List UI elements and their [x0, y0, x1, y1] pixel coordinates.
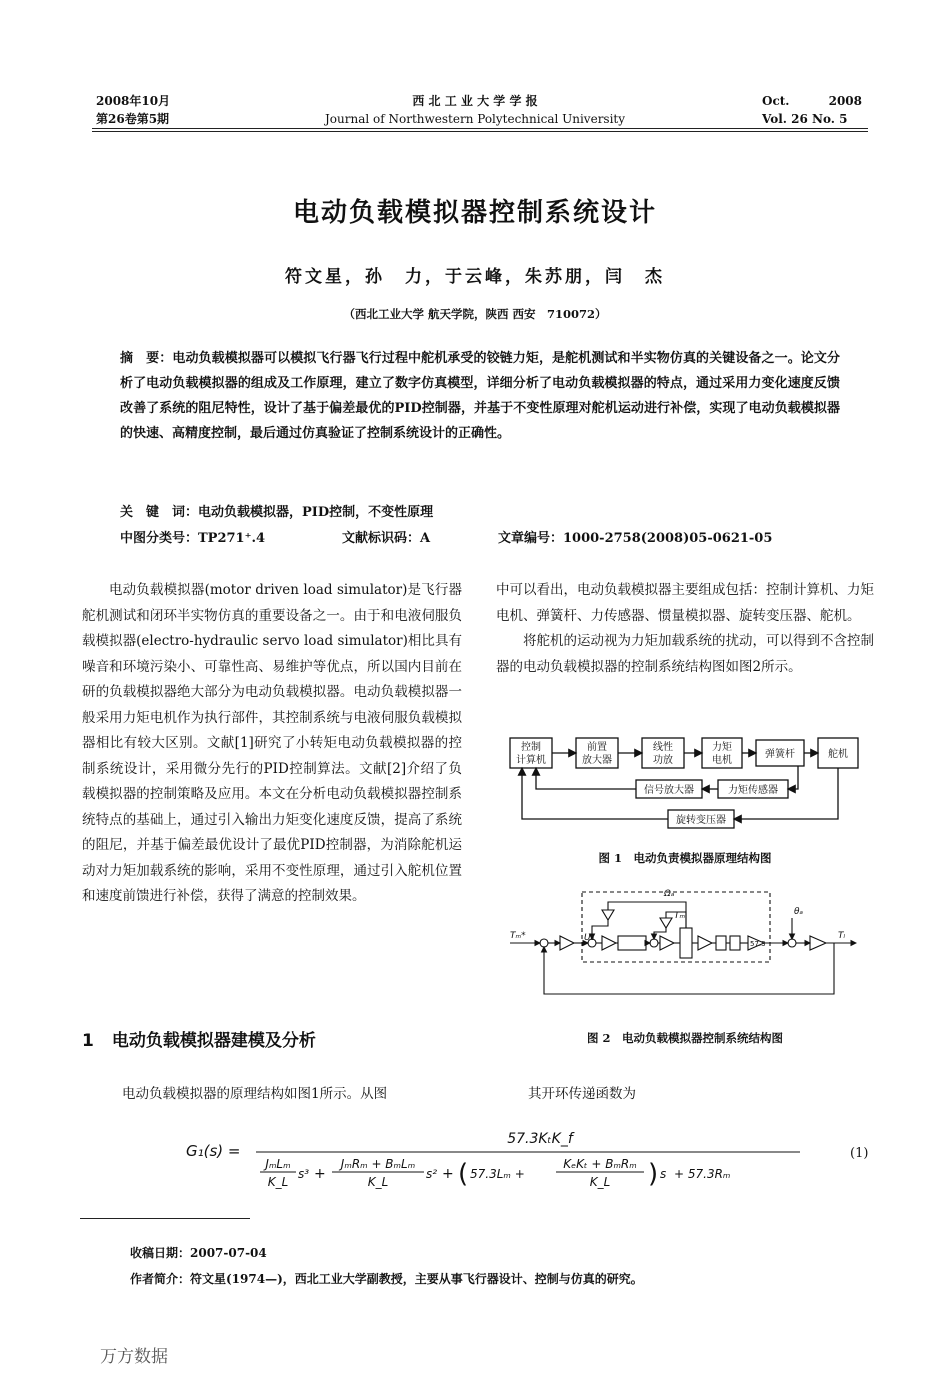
month-en: Oct.: [762, 94, 790, 108]
footnote-rule: [80, 1218, 250, 1219]
keywords: 关 键 词：电动负载模拟器，PID控制，不变性原理: [120, 505, 434, 520]
journal-name-cn: 西 北 工 业 大 学 学 报: [412, 94, 538, 108]
label-ue: Uₑ: [584, 933, 595, 943]
label-spring: 弹簧杆: [765, 749, 795, 760]
block-electrical: [618, 936, 646, 950]
label-theta: θₐ: [794, 907, 804, 917]
label-input: Tₘ*: [510, 931, 526, 941]
eq-plus-1: +: [314, 1166, 326, 1182]
label-preamp-1: 前置: [587, 742, 607, 753]
gain-feedback-2: [660, 918, 672, 928]
eq-t3-num: KₑKₜ + BₘRₘ: [563, 1157, 637, 1171]
right-paragraph-1: 中可以看出，电动负载模拟器主要组成包括：控制计算机、力矩电机、弹簧杆、力传感器、惯量模拟器、旋转变压器、舵机。: [496, 582, 874, 624]
eq-t1-den: K_L: [267, 1175, 289, 1189]
label-signal-amp: 信号放大器: [644, 785, 694, 796]
eq-t2-den: K_L: [367, 1175, 389, 1189]
intro-paragraph: 电动负载模拟器(motor driven load simulator)是飞行器舵机测试和闭环半实物仿真的重要设备之一。由于和电液伺服负载模拟器(electro-hydraulic servo load simulator)相比具有噪音和环境污染小、可靠性高、易维护等优点，所以国内目前在研的负载模拟器绝大部分为电动负载模拟器。电动负载模拟器一般采用力矩电机作为执行部件，其控制系统与电液伺服负载模拟器相比有较大区别。文献[1]研究了小转矩电动负载模拟器的控制系统设计，采用微分先行的PID控制算法。文献[2]介绍了负载模拟器的控制策略及应用。本文在分析电动负载模拟器控制系统特点的基础上，通过引入输出力矩变化速度反馈，提高了系统的阻尼，并基于偏差最优设计了最优PID控制器，为消除舵机运动对力矩加载系统的影响，采用不变性原理，通过引入舵机位置和速度前馈进行补偿，获得了满意的控制效果。: [82, 582, 462, 904]
sum-node-1: [540, 939, 548, 947]
eq-t4: + 57.3Rₘ: [674, 1167, 731, 1181]
label-computer-2: 计算机: [516, 755, 546, 766]
gain-ku: [602, 936, 616, 950]
author-list: 符文星，孙 力，于云峰，朱苏朋，闫 杰: [285, 267, 665, 287]
gain-1: [698, 936, 712, 950]
figure-2-diagram: [508, 882, 868, 1000]
eq-t3-a: 57.3Lₘ +: [470, 1167, 525, 1181]
journal-name-en: Journal of Northwestern Polytechnical University: [324, 112, 626, 126]
equation-number: (1): [850, 1146, 869, 1161]
volume-en: Vol. 26 No. 5: [762, 112, 848, 126]
figure-2-caption: 图 2 电动负载模拟器控制系统结构图: [586, 1031, 783, 1045]
eq-t2-num: JₘRₘ + BₘLₘ: [340, 1157, 416, 1171]
sum-node-2: [788, 939, 796, 947]
gain-kl: [810, 936, 826, 950]
header-rule-top: [92, 128, 868, 129]
figure-1-diagram: [500, 734, 870, 834]
document-code: 文献标识码：A: [342, 531, 431, 546]
label-output: Tₗ: [838, 931, 845, 941]
eq-lhs: G₁(s) =: [186, 1142, 241, 1160]
figure-1-caption: 图 1 电动负责模拟器原理结构图: [598, 851, 772, 865]
eq-plus-2: +: [442, 1166, 454, 1182]
label-motor-2: 电机: [712, 755, 732, 766]
equation-1: [180, 1126, 820, 1196]
section-1-heading: [82, 1026, 334, 1051]
issue-date: 2008年10月: [96, 94, 171, 108]
label-tm: Tₘ: [674, 911, 686, 921]
eq-numerator: 57.3KₜK_f: [507, 1131, 573, 1147]
label-motor-1: 力矩: [712, 742, 732, 753]
label-servo: 舵机: [828, 749, 848, 760]
header-rule-bottom: [92, 131, 868, 132]
eq-t3-s: s: [660, 1167, 667, 1181]
eq-t1-num: JₘLₘ: [265, 1157, 291, 1171]
body-left-column: [82, 578, 462, 910]
label-omega: Ωₐ: [664, 889, 675, 899]
year: 2008: [828, 94, 862, 108]
label-linear-1: 线性: [653, 742, 673, 753]
gain-kt: [660, 936, 674, 950]
eq-t2-pow: s²: [426, 1167, 438, 1181]
label-computer-1: 控制: [521, 742, 541, 753]
eq-t3-den: K_L: [589, 1175, 611, 1189]
section-title: 电动负载模拟器建模及分析: [111, 1031, 316, 1051]
section-1-text: 电动负载模拟器的原理结构如图1所示。从图: [122, 1086, 388, 1102]
affiliation: （西北工业大学 航天学院，陕西 西安 710072）: [343, 307, 607, 321]
article-number: 文章编号：1000-2758(2008)05-0621-05: [498, 531, 773, 546]
label-resolver: 旋转变压器: [676, 815, 726, 826]
label-57: 57.3: [750, 940, 766, 948]
paper-title: 电动负载模拟器控制系统设计: [292, 198, 657, 228]
label-torque-sensor: 力矩传感器: [728, 785, 778, 796]
body-right-column: [496, 578, 874, 680]
author-bio: 作者简介：符文星(1974—)，西北工业大学副教授，主要从事飞行器设计、控制与仿真的研究。: [130, 1272, 643, 1286]
header-right: [762, 92, 862, 128]
block-mech: [680, 928, 692, 958]
eq-paren-close: ): [648, 1159, 659, 1189]
sum-node-4: [650, 939, 658, 947]
eq-paren-open: (: [458, 1159, 469, 1189]
block-int-1: [716, 936, 726, 950]
gain-feedback-1: [602, 910, 614, 920]
watermark: 万方数据: [100, 1347, 168, 1367]
clc-number: 中图分类号：TP271⁺.4: [120, 531, 266, 546]
volume-issue: 第26卷第5期: [96, 112, 170, 126]
eq-t1-pow: s³: [298, 1167, 310, 1181]
gain-kc: [560, 936, 574, 950]
right-paragraph-2: 将舵机的运动视为力矩加载系统的扰动，可以得到不含控制器的电动负载模拟器的控制系统结构图如图2所示。: [496, 633, 874, 675]
abstract: 摘 要：电动负载模拟器可以模拟飞行器飞行过程中舵机承受的铰链力矩，是舵机测试和半实物仿真的关键设备之一。论文分析了电动负载模拟器的组成及工作原理，建立了数字仿真模型，详细分析了电动负载模拟器的特点，通过采用力变化速度反馈改善了系统的阻尼特性，设计了基于偏差最优的PID控制器，并基于不变性原理对舵机运动进行补偿，实现了电动负载模拟器的快速、高精度控制，最后通过仿真验证了控制系统设计的正确性。: [120, 351, 840, 441]
section-number: 1: [82, 1031, 94, 1051]
block-int-2: [730, 936, 740, 950]
label-preamp-2: 放大器: [582, 755, 612, 766]
transfer-function-intro: 其开环传递函数为: [528, 1086, 636, 1102]
received-date: 收稿日期：2007-07-04: [130, 1246, 267, 1260]
label-linear-2: 功放: [653, 755, 673, 766]
